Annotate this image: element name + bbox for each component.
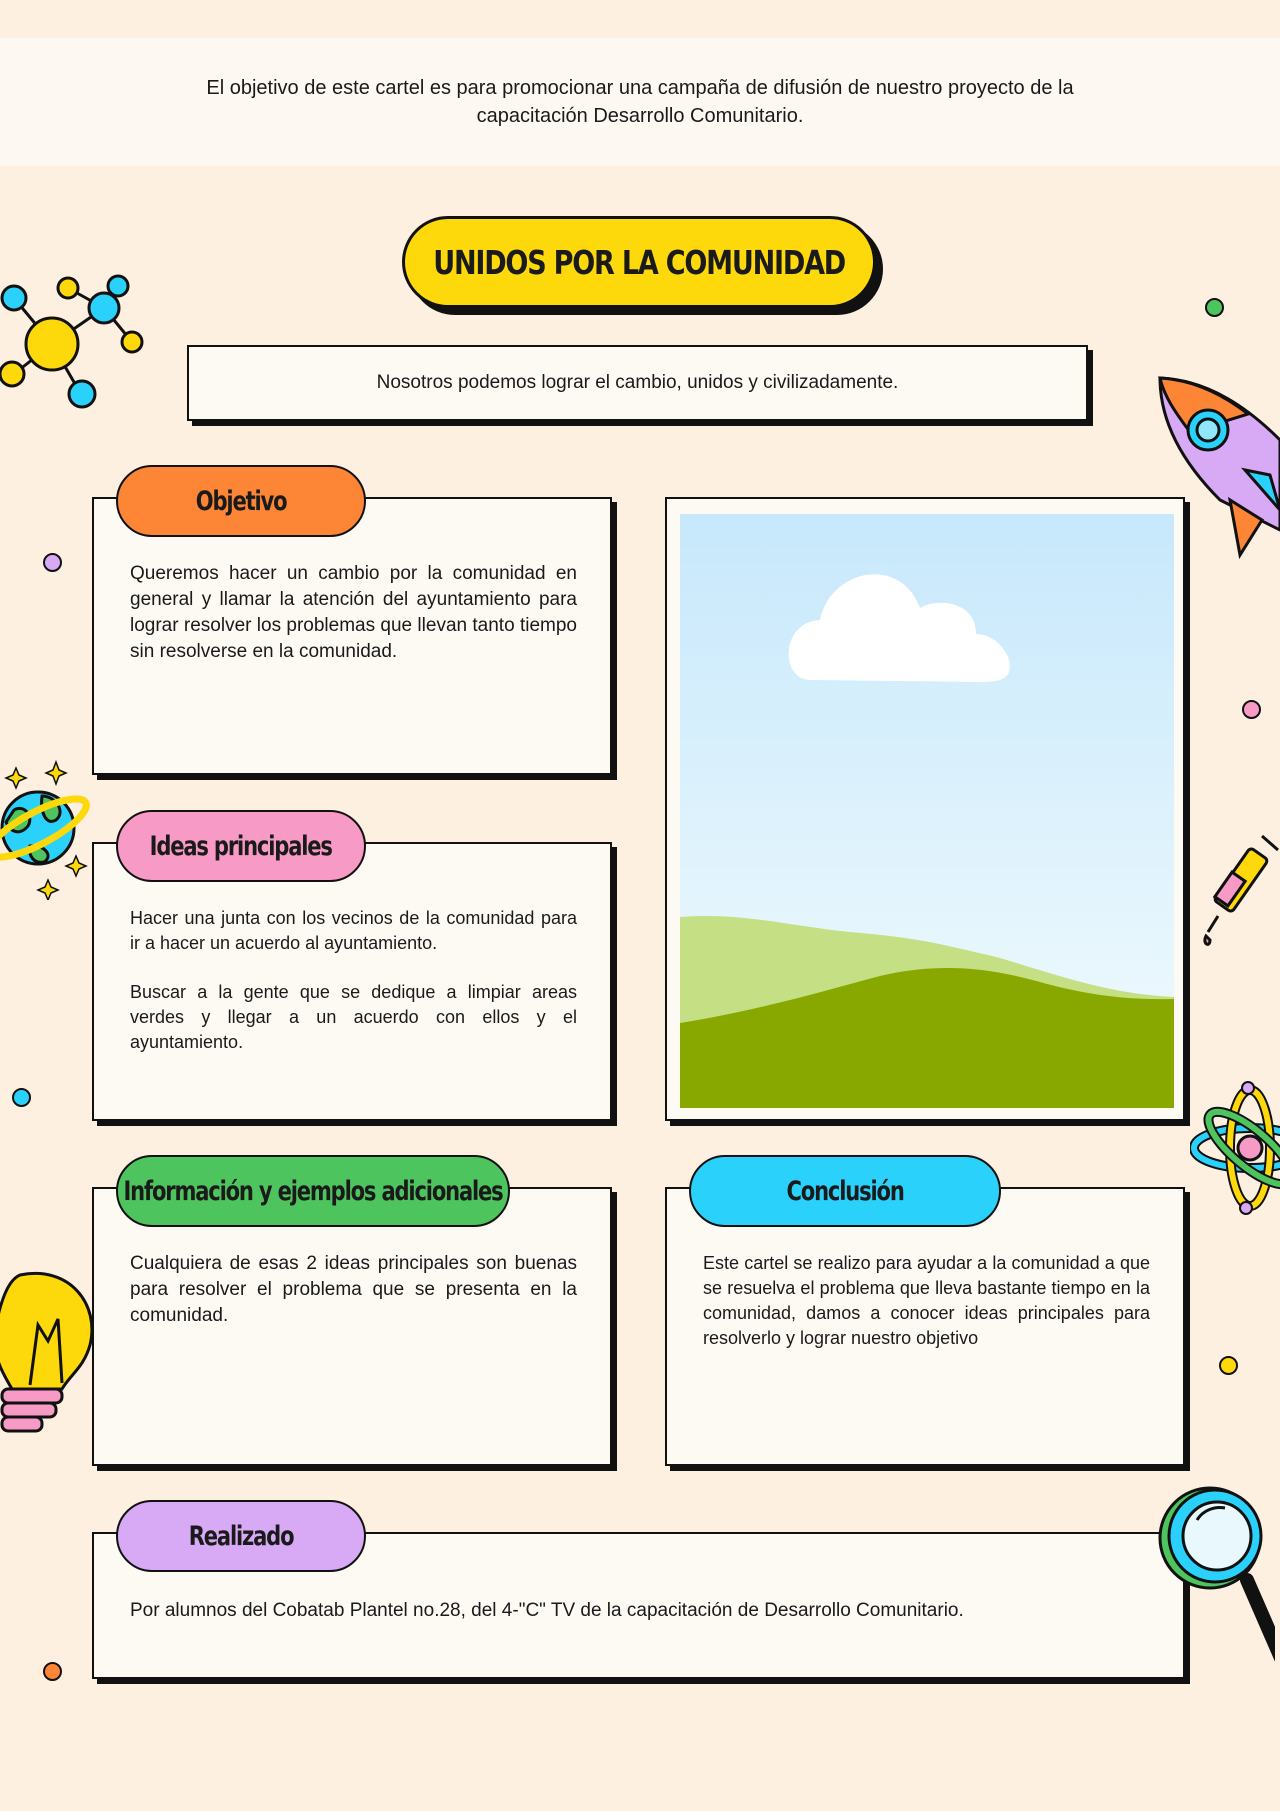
atom-icon <box>1190 1080 1280 1220</box>
informacion-paragraph: Cualquiera de esas 2 ideas principales son buenas para resolver el problema que se presenta en la comunidad. <box>130 1253 577 1326</box>
landscape-illustration <box>680 514 1174 1108</box>
molecule-icon <box>0 270 150 410</box>
realizado-body <box>130 1598 1150 1648</box>
page-title <box>402 216 876 308</box>
planet-icon <box>0 760 100 900</box>
lightbulb-icon <box>0 1265 100 1435</box>
conclusion-card <box>665 1187 1185 1466</box>
magnifier-icon <box>1155 1480 1275 1680</box>
realizado-paragraph: Por alumnos del Cobatab Plantel no.28, del 4-"C" TV de la capacitación de Desarrollo Comunitario. <box>130 1600 964 1621</box>
landscape-image-card <box>665 497 1185 1121</box>
objetivo-paragraph: Queremos hacer un cambio por la comunidad en general y llamar la atención del ayuntamiento para lograr resolver los problemas que llevan tanto tiempo sin resolverse en la comunidad. <box>130 563 577 662</box>
informacion-body <box>130 1251 577 1353</box>
blue-dot <box>12 1088 31 1107</box>
subtitle-text: Nosotros podemos lograr el cambio, unidos y civilizadamente. <box>376 372 899 393</box>
conclusion-paragraph: Este cartel se realizo para ayudar a la comunidad a que se resuelva el problema que lleva bastante tiempo en la comunidad, damos a conocer ideas principales para resolverlo y lograr nuestro objetivo <box>703 1253 1150 1348</box>
ideas-body <box>130 906 577 1079</box>
ideas-paragraph-1: Hacer una junta con los vecinos de la comunidad para ir a hacer un acuerdo al ayuntamiento. <box>130 908 577 953</box>
green-dot <box>1205 298 1224 317</box>
informacion-card <box>92 1187 612 1466</box>
intro-text: El objetivo de este cartel es para promocionar una campaña de difusión de nuestro proyecto de la capacitación Desarrollo Comunitario. <box>206 77 1074 127</box>
ideas-paragraph-2: Buscar a la gente que se dedique a limpiar areas verdes y llegar a un acuerdo con ellos y el ayuntamiento. <box>130 982 577 1052</box>
syringe-icon <box>1200 830 1280 970</box>
realizado-label <box>116 1500 366 1572</box>
objetivo-body <box>130 561 577 689</box>
orange-dot <box>43 1662 62 1681</box>
conclusion-label <box>689 1155 1001 1227</box>
subtitle-box <box>187 345 1088 421</box>
conclusion-body <box>703 1251 1150 1375</box>
intro-banner <box>0 38 1280 166</box>
page-title-text: UNIDOS POR LA COMUNIDAD <box>433 242 845 282</box>
objetivo-label-text: Objetivo <box>195 485 287 517</box>
purple-dot <box>43 553 62 572</box>
conclusion-label-text: Conclusión <box>786 1175 904 1207</box>
objetivo-card <box>92 497 612 775</box>
ideas-card <box>92 842 612 1121</box>
informacion-label <box>116 1155 510 1227</box>
rocket-icon <box>1150 370 1280 570</box>
yellow-dot <box>1219 1356 1238 1375</box>
ideas-label <box>116 810 366 882</box>
ideas-label-text: Ideas principales <box>149 830 333 862</box>
objetivo-label <box>116 465 366 537</box>
informacion-label-text: Información y ejemplos adicionales <box>123 1175 503 1207</box>
pink-dot <box>1242 700 1261 719</box>
realizado-label-text: Realizado <box>188 1520 294 1552</box>
